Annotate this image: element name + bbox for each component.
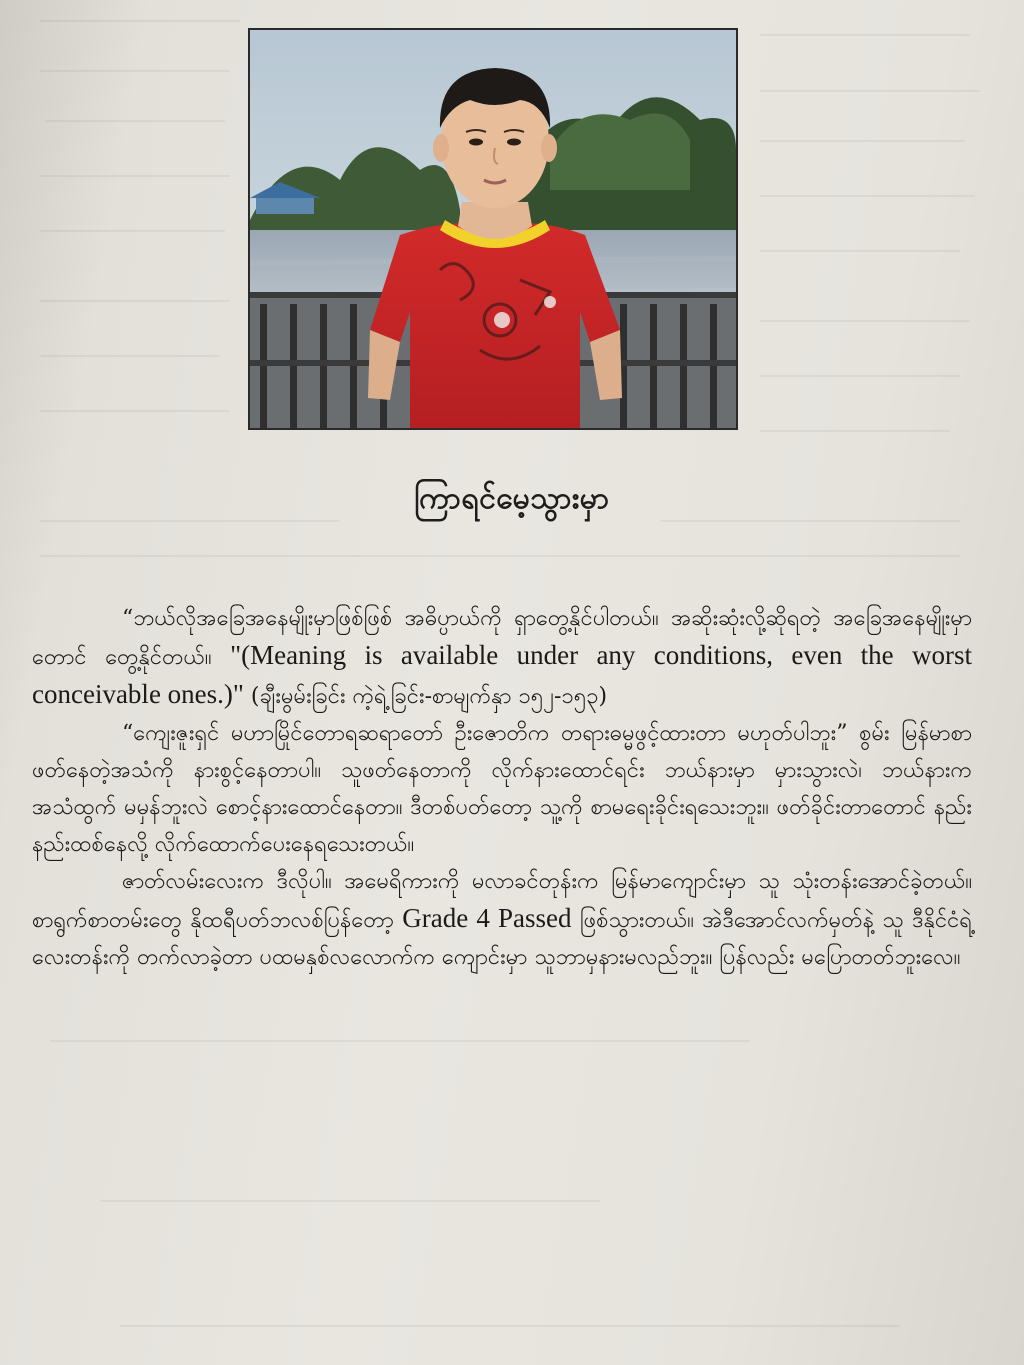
text-run: “ဘယ်လိုအခြေအနေမျိုးမှာဖြစ်ဖြစ် အဓိပ္ပာယ်ကို ရှာတွေ့နိုင်ပါတယ်။ အဆိုးဆုံးလို့ဆိုရတဲ့ အခြေအနေမျိုးမှာတောင် တွေ့နိုင်တယ်။ [32,606,972,670]
text-run: ဖြစ်သွားတယ်။ အဲဒီအောင်လက်မှတ်နဲ့ သူ ဒီနိုင်ငံရဲ့ လေးတန်းကို တက်လာခဲ့တာ ပထမနှစ်လလောက်က ကျောင်းမှာ သူဘာမှနားမလည်ဘူး။ ပြန်လည်း မပြောတတ်ဘူးလေ။ [32,908,972,970]
text-run: ဇာတ်လမ်းလေးက ဒီလိုပါ။ အမေရိကားကို မလာခင်တုန်းက မြန်မာကျောင်းမှာ သူ သုံးတန်းအောင်ခဲ့တယ်။ စာရွက်စာတမ်းတွေ နိုထရီပတ်ဘလစ်ပြန်တော့ [32,869,972,933]
text-run: “ကျေးဇူးရှင် မဟာမြိုင်တောရဆရာတော် ဦးဇောတိက တရားဓမ္မဖွင့်ထားတာ မဟုတ်ပါဘူး” စွမ်း မြန်မာစာဖတ်နေတဲ့အသံကို နားစွင့်နေတာပါ။ သူဖတ်နေတာကို လိုက်နားထောင်ရင်း ဘယ်နားမှာ မှားသွားလဲ၊ ဘယ်နားက အသံထွက် မမှန်ဘူးလဲ စောင့်နားထောင်နေတာ။ ဒီတစ်ပတ်တော့ သူ့ကို စာမရေးခိုင်းရသေးဘူး။ ဖတ်ခိုင်းတာတောင် နည်းနည်းထစ်နေလို့ လိုက်ထောက်ပေးနေရသေးတယ်။ [32,721,972,857]
paragraph [32,863,972,976]
photo-illustration [250,30,736,428]
body-text [32,600,972,976]
paragraph [32,715,972,863]
text-run: (ချီးမွမ်းခြင်း ကဲ့ရဲ့ခြင်း-စာမျက်နှာ ၁၅၂-၁၅၃) [243,684,608,709]
boy-photo [248,28,738,430]
english-quote: "(Meaning is available under any conditions, even the worst conceivable ones.)" [32,640,972,709]
paragraph [32,600,972,715]
english-grade-text: Grade 4 Passed [402,903,572,933]
chapter-heading: ကြာရင်မေ့သွားမှာ [414,481,610,516]
